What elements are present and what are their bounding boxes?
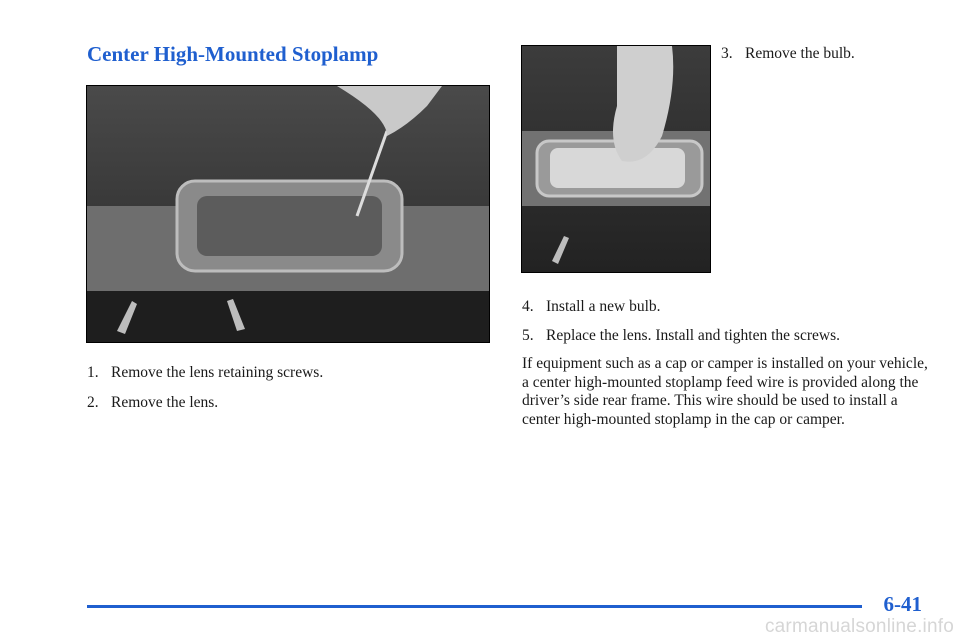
step-text: Remove the lens retaining screws. xyxy=(111,364,324,381)
stoplamp-lens-removal-photo xyxy=(86,85,490,343)
stoplamp-bulb-removal-photo xyxy=(521,45,711,273)
step-4 xyxy=(522,297,661,316)
step-text: Install a new bulb. xyxy=(546,298,661,315)
footer-divider xyxy=(87,605,862,608)
camper-wire-paragraph: If equipment such as a cap or camper is installed on your vehicle, a center high-mounted stoplamp feed wire is provided along the driver’s side rear frame. This wire should be used to install a center high-mounted stoplamp in the cap or camper. xyxy=(522,355,928,428)
step-5 xyxy=(522,326,840,345)
step-number: 5. xyxy=(522,327,534,344)
step-number: 4. xyxy=(522,298,534,315)
step-number: 1. xyxy=(87,364,99,381)
step-2 xyxy=(87,393,218,412)
page-number: 6-41 xyxy=(883,592,922,616)
step-number: 3. xyxy=(721,45,733,62)
step-1 xyxy=(87,363,323,382)
step-text: Remove the bulb. xyxy=(745,45,855,62)
step-number: 2. xyxy=(87,394,99,411)
section-title: Center High-Mounted Stoplamp xyxy=(87,42,379,66)
watermark: carmanualsonline.info xyxy=(764,616,954,637)
step-3 xyxy=(721,44,855,63)
step-text: Replace the lens. Install and tighten the screws. xyxy=(546,327,840,344)
step-text: Remove the lens. xyxy=(111,394,219,411)
